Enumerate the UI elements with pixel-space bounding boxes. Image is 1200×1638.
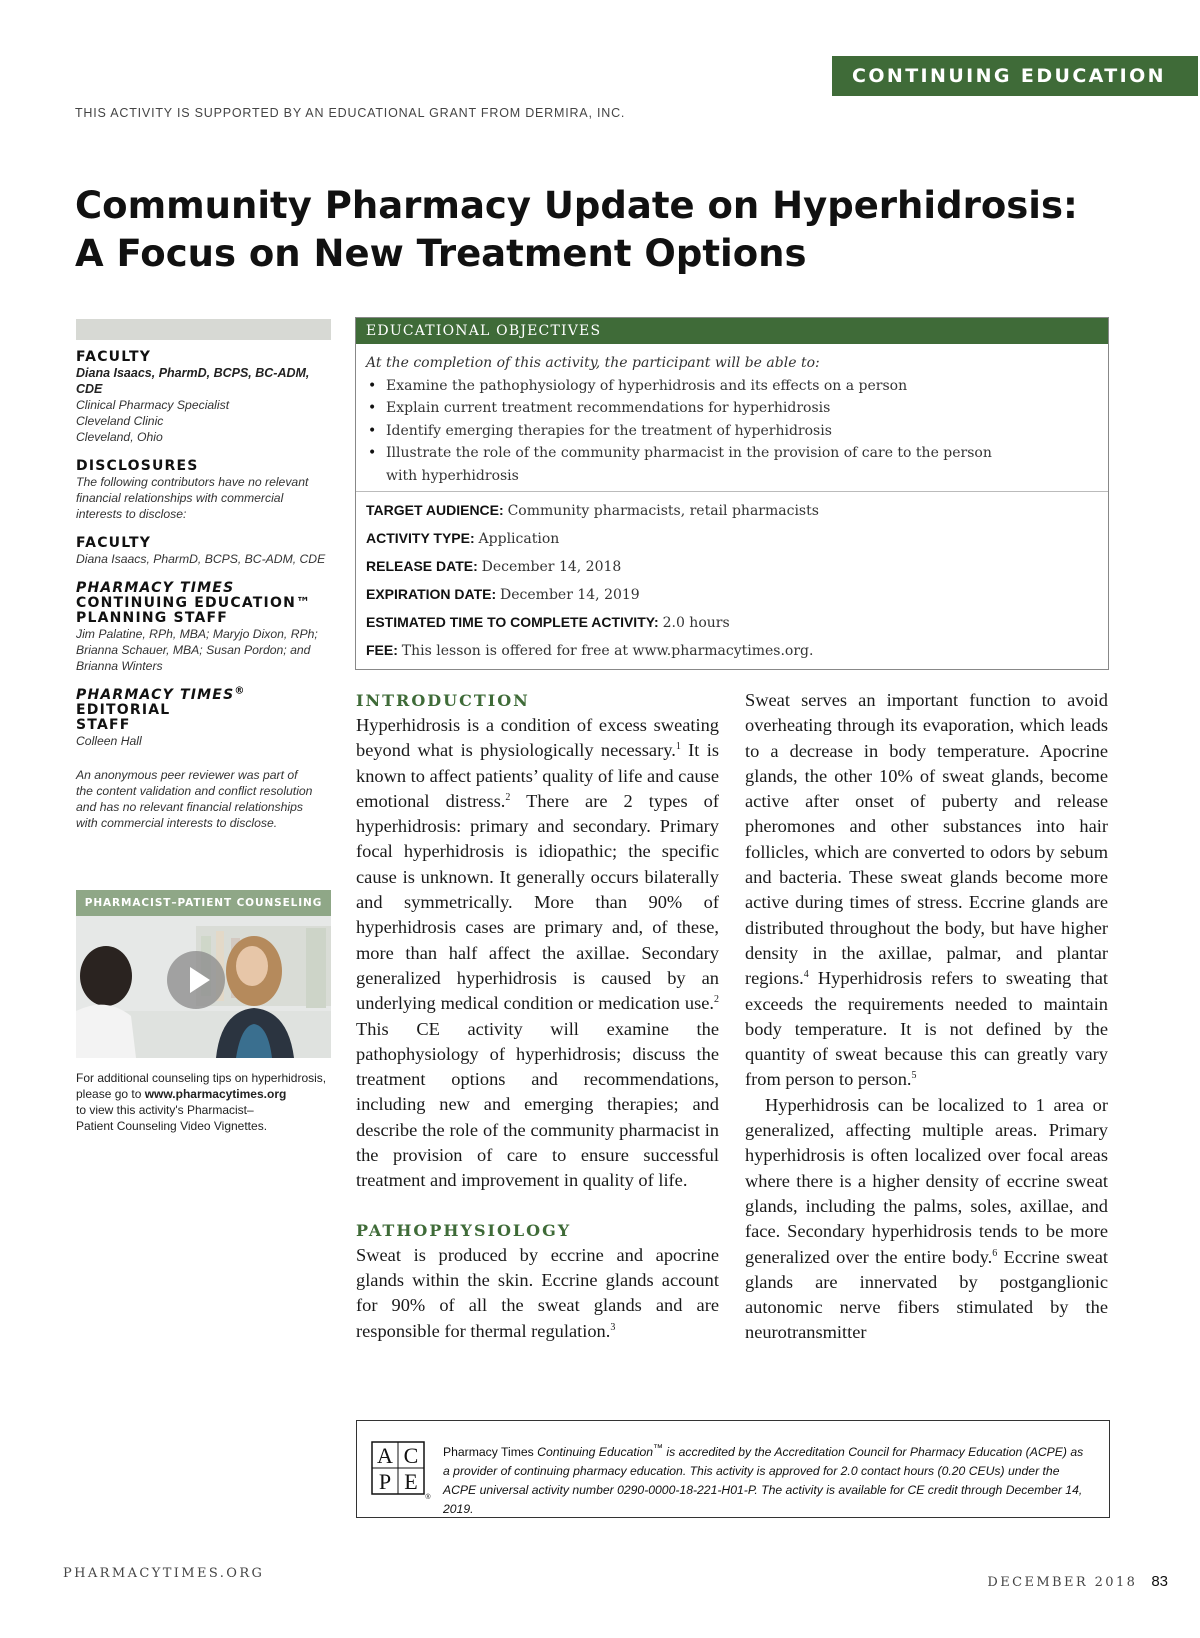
release-date-label: RELEASE DATE:	[366, 558, 478, 574]
disclosures-heading: DISCLOSURES	[76, 458, 199, 474]
accreditation-brand: Pharmacy Times	[443, 1445, 534, 1459]
activity-type-row	[366, 525, 1098, 553]
citation-ref: 1	[675, 741, 681, 753]
faculty-disclosure-name: Diana Isaacs, PharmD, BCPS, BC-ADM, CDE	[76, 552, 326, 566]
section-banner: CONTINUING EDUCATION	[832, 56, 1198, 96]
title-line-1: Community Pharmacy Update on Hyperhidrosis:	[75, 184, 1078, 227]
introduction-paragraph: Hyperhidrosis is a condition of excess sweating beyond what is physiologically necessary.$^1$ It is known to affect patients’ quality of life and cause emotional distress.$^2$ There are 2 types of hyperhidrosis: primary and secondary. Primary focal hyperhidrosis is idiopathic; the specific cause is unknown. It generally occurs bilaterally and symmetrically. More than 90% of hyperhidrosis cases are primary and, of these, more than half affect the axillae. Secondary generalized hyperhidrosis is caused by an underlying medical condition or medication use.$^2$ This CE activity will examine the pathophysiology of hyperhidrosis; discuss the treatment options and recommendations, including new and emerging therapies; and describe the role of the community pharmacist in the provision of care to ensure successful treatment and improvement in quality of life.	[356, 715, 719, 1191]
caption-line-1: For additional counseling tips on hyperhidrosis,	[76, 1071, 327, 1085]
objective-item: • Identify emerging therapies for the treatment of hyperhidrosis	[366, 420, 1098, 443]
disclosures-line-3: interests to disclose:	[76, 507, 187, 521]
target-audience-row	[366, 497, 1098, 525]
completion-time-row	[366, 609, 1098, 637]
release-date-value: December 14, 2018	[481, 559, 622, 575]
title-line-2: A Focus on New Treatment Options	[75, 232, 807, 275]
counseling-box	[76, 890, 331, 1134]
objective-item-4-cont: with hyperhidrosis	[386, 467, 519, 484]
acpe-logo-icon	[371, 1441, 431, 1501]
reviewer-line-4: with commercial interests to disclose.	[76, 816, 278, 830]
objective-item: • Examine the pathophysiology of hyperhidrosis and its effects on a person	[366, 375, 1098, 398]
editorial-staff-heading	[76, 685, 331, 733]
fee-value: This lesson is offered for free at www.pharmacytimes.org.	[401, 643, 814, 659]
expiration-date-value: December 14, 2019	[500, 587, 640, 603]
svg-text:C: C	[403, 1443, 419, 1468]
disclosures-line-2: financial relationships with commercial	[76, 491, 284, 505]
localization-paragraph: Hyperhidrosis can be localized to 1 area or generalized, affecting multiple areas. Primary hyperhidrosis is often localized over focal areas where there is a higher density of eccrine sweat glands, including the palms, soles, axillae, and face. Secondary hyperhidrosis tends to be more generalized over the entire body.$^6$ Eccrine sweat glands are innervated by postganglionic autonomic nerve fibers stimulated by the neurotransmitter	[745, 1094, 1108, 1343]
planning-staff-names	[76, 626, 331, 674]
sidebar-divider	[76, 319, 331, 340]
objective-item-4-text: Illustrate the role of the community pharmacist in the provision of care to the person	[386, 445, 992, 461]
footer-issue	[987, 1573, 1168, 1590]
svg-text:P: P	[378, 1469, 392, 1494]
article-column-2	[745, 688, 1108, 1346]
target-audience-label: TARGET AUDIENCE:	[366, 502, 504, 518]
planning-staff-heading	[76, 581, 331, 626]
caption-line-2-prefix: please go to	[76, 1087, 145, 1101]
completion-time-label: ESTIMATED TIME TO COMPLETE ACTIVITY:	[366, 614, 659, 630]
editorial-registered-mark: ®	[234, 685, 246, 697]
peer-reviewer-note	[76, 767, 331, 831]
faculty-disclosure-heading: FACULTY	[76, 535, 152, 551]
footer-issue-date: DECEMBER 2018	[987, 1575, 1138, 1590]
grant-note: THIS ACTIVITY IS SUPPORTED BY AN EDUCATIONAL GRANT FROM DERMIRA, INC.	[75, 106, 626, 120]
counseling-video-thumbnail[interactable]	[76, 916, 331, 1058]
expiration-date-row	[366, 581, 1098, 609]
citation-ref: 5	[911, 1070, 917, 1082]
citation-ref: 3	[610, 1321, 616, 1333]
editorial-heading-line-2: STAFF	[76, 717, 131, 733]
activity-type-value: Application	[478, 531, 560, 547]
planning-line-2: Brianna Schauer, MBA; Susan Pordon; and	[76, 643, 311, 657]
play-icon[interactable]	[166, 950, 226, 1010]
svg-text:E: E	[404, 1469, 418, 1494]
objectives-intro: At the completion of this activity, the participant will be able to:	[366, 355, 820, 371]
fee-label: FEE:	[366, 642, 398, 658]
planning-line-3: Brianna Winters	[76, 659, 163, 673]
educational-objectives-box	[355, 317, 1109, 670]
faculty-heading: FACULTY	[76, 349, 152, 365]
objective-item	[366, 442, 1098, 487]
sidebar	[76, 319, 331, 831]
accreditation-box	[356, 1420, 1110, 1518]
reviewer-line-1: An anonymous peer reviewer was part of	[76, 768, 298, 782]
fee-row	[366, 637, 1098, 665]
objectives-list	[366, 375, 1098, 488]
faculty-name	[76, 365, 331, 397]
caption-line-4: Patient Counseling Video Vignettes.	[76, 1119, 268, 1133]
article-column-1	[356, 688, 719, 1344]
citation-ref: 2	[714, 994, 719, 1006]
planning-heading-line-3: PLANNING STAFF	[76, 610, 229, 626]
reviewer-line-2: the content validation and conflict resolution	[76, 784, 313, 798]
svg-text:A: A	[377, 1443, 393, 1468]
accreditation-statement: Pharmacy Times Continuing Education™ is accredited by the Accreditation Council for Pharmacy Education (ACPE) as a provider of continuing pharmacy education. This activity is approved for 2.0 contact hours (0.20 CEUs) under the ACPE universal activity number 0290-0000-18-221-H01-P. The activity is available for CE credit through December 14, 2019.	[443, 1442, 1084, 1516]
citation-ref: 4	[803, 969, 809, 981]
pathophysiology-heading: PATHOPHYSIOLOGY	[356, 1220, 572, 1240]
planning-heading-line-2: CONTINUING EDUCATION™	[76, 595, 312, 611]
editorial-heading-rest: EDITORIAL	[76, 702, 171, 718]
caption-line-3: to view this activity's Pharmacist–	[76, 1103, 254, 1117]
disclosures-text	[76, 474, 331, 522]
faculty-name-line-2: CDE	[76, 382, 103, 396]
counseling-link[interactable]: www.pharmacytimes.org	[144, 1087, 287, 1101]
page-title	[75, 182, 1135, 278]
target-audience-value: Community pharmacists, retail pharmacists	[507, 503, 819, 519]
objectives-body	[356, 344, 1108, 491]
reviewer-line-3: and has no relevant financial relationships	[76, 800, 303, 814]
objectives-header: EDUCATIONAL OBJECTIVES	[356, 318, 1108, 344]
sweat-function-paragraph: Sweat serves an important function to avoid overheating through its evaporation, which leads to a decrease in body temperature. Apocrine glands, the other 10% of sweat glands, become active after onset of puberty and release pheromones and other substances into hair follicles, which are converted to odors by sebum and bacteria. These sweat glands become more active during times of stress. Eccrine glands are distributed throughout the body, but have higher density in the axillae, palmar, and plantar regions.$^4$ Hyperhidrosis refers to sweating that exceeds the requirements needed to maintain body temperature. It is not defined by the quantity of sweat because this can greatly vary from person to person.$^5$	[745, 690, 1108, 1090]
counseling-caption	[76, 1070, 331, 1134]
pathophysiology-paragraph: Sweat is produced by eccrine and apocrine glands within the skin. Eccrine glands account for 90% of all the sweat glands and are responsible for thermal regulation.$^3$	[356, 1244, 719, 1341]
faculty-location: Cleveland, Ohio	[76, 430, 163, 444]
planning-line-1: Jim Palatine, RPh, MBA; Maryjo Dixon, RPh;	[76, 627, 318, 641]
introduction-heading: INTRODUCTION	[356, 691, 530, 710]
editorial-heading-brand: PHARMACY TIMES	[76, 687, 235, 703]
planning-heading-line-1: PHARMACY TIMES	[76, 580, 235, 596]
activity-type-label: ACTIVITY TYPE:	[366, 530, 475, 546]
disclosures-line-1: The following contributors have no relevant	[76, 475, 309, 489]
svg-text:®: ®	[425, 1494, 431, 1501]
citation-ref: 6	[992, 1247, 998, 1259]
faculty-name-line-1: Diana Isaacs, PharmD, BCPS, BC-ADM,	[76, 366, 310, 380]
objective-item: • Explain current treatment recommendations for hyperhidrosis	[366, 397, 1098, 420]
citation-ref: 2	[505, 791, 511, 803]
counseling-bar: PHARMACIST–PATIENT COUNSELING	[76, 890, 331, 916]
page-number: 83	[1151, 1573, 1168, 1590]
activity-details	[356, 491, 1108, 669]
faculty-org: Cleveland Clinic	[76, 414, 164, 428]
expiration-date-label: EXPIRATION DATE:	[366, 586, 497, 602]
editorial-staff-name: Colleen Hall	[76, 734, 142, 748]
footer-site: PHARMACYTIMES.ORG	[63, 1566, 265, 1581]
release-date-row	[366, 553, 1098, 581]
completion-time-value: 2.0 hours	[662, 615, 730, 631]
faculty-title: Clinical Pharmacy Specialist	[76, 398, 230, 412]
